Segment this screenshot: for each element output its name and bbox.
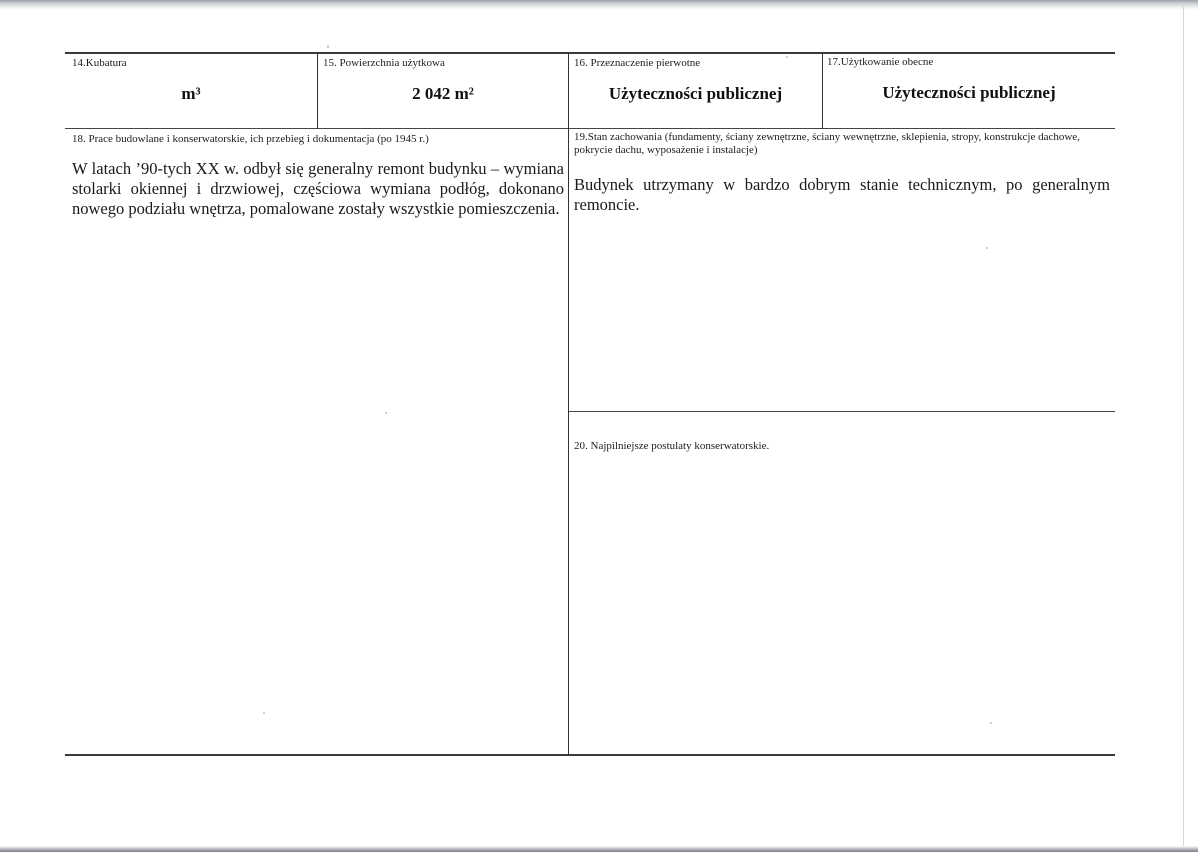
field-15-label: 15. Powierzchnia użytkowa [323, 57, 445, 69]
field-18-text: W latach ’90-tych XX w. odbył się generalny remont budynku – wymiana stolarki okiennej i drzwiowej, częściowa wymiana podłóg, dokonano nowego podziału wnętrza, pomalowane zostały wszystkie pomieszczenia. [72, 159, 564, 218]
field-17-value: Użyteczności publicznej [882, 83, 1056, 102]
scan-speck [327, 45, 329, 48]
row1-bottom-border [65, 128, 1115, 129]
scan-speck [786, 56, 788, 58]
col-divider-18-19 [568, 129, 569, 755]
field-19-text: Budynek utrzymany w bardzo dobrym stanie technicznym, po generalnym remoncie. [574, 175, 1110, 214]
field-16-value: Użyteczności publicznej [608, 84, 783, 103]
table-top-border [65, 52, 1115, 54]
table-bottom-border [65, 754, 1115, 756]
field-18-label: 18. Prace budowlane i konserwatorskie, ich przebieg i dokumentacja (po 1945 r.) [72, 133, 429, 145]
scan-speck [263, 712, 265, 714]
scan-speck [385, 412, 387, 414]
field-14-label: 14.Kubatura [72, 57, 127, 69]
field-17-label: 17.Użytkowanie obecne [827, 56, 934, 68]
field-20-label: 20. Najpilniejsze postulaty konserwatorskie. [574, 440, 770, 452]
field-15-value: 2 042 m² [412, 84, 474, 103]
section19-20-divider [569, 411, 1115, 412]
scan-speck [986, 247, 988, 249]
field-19-label: 19.Stan zachowania (fundamenty, ściany zewnętrzne, ściany wewnętrzne, sklepienia, stropy, konstrukcje dachowe, pokrycie dachu, wyposażenie i instalacje) [574, 131, 1080, 156]
field-14-value: m³ [181, 84, 201, 103]
field-16-label: 16. Przeznaczenie pierwotne [574, 57, 701, 69]
scan-speck [990, 722, 992, 724]
